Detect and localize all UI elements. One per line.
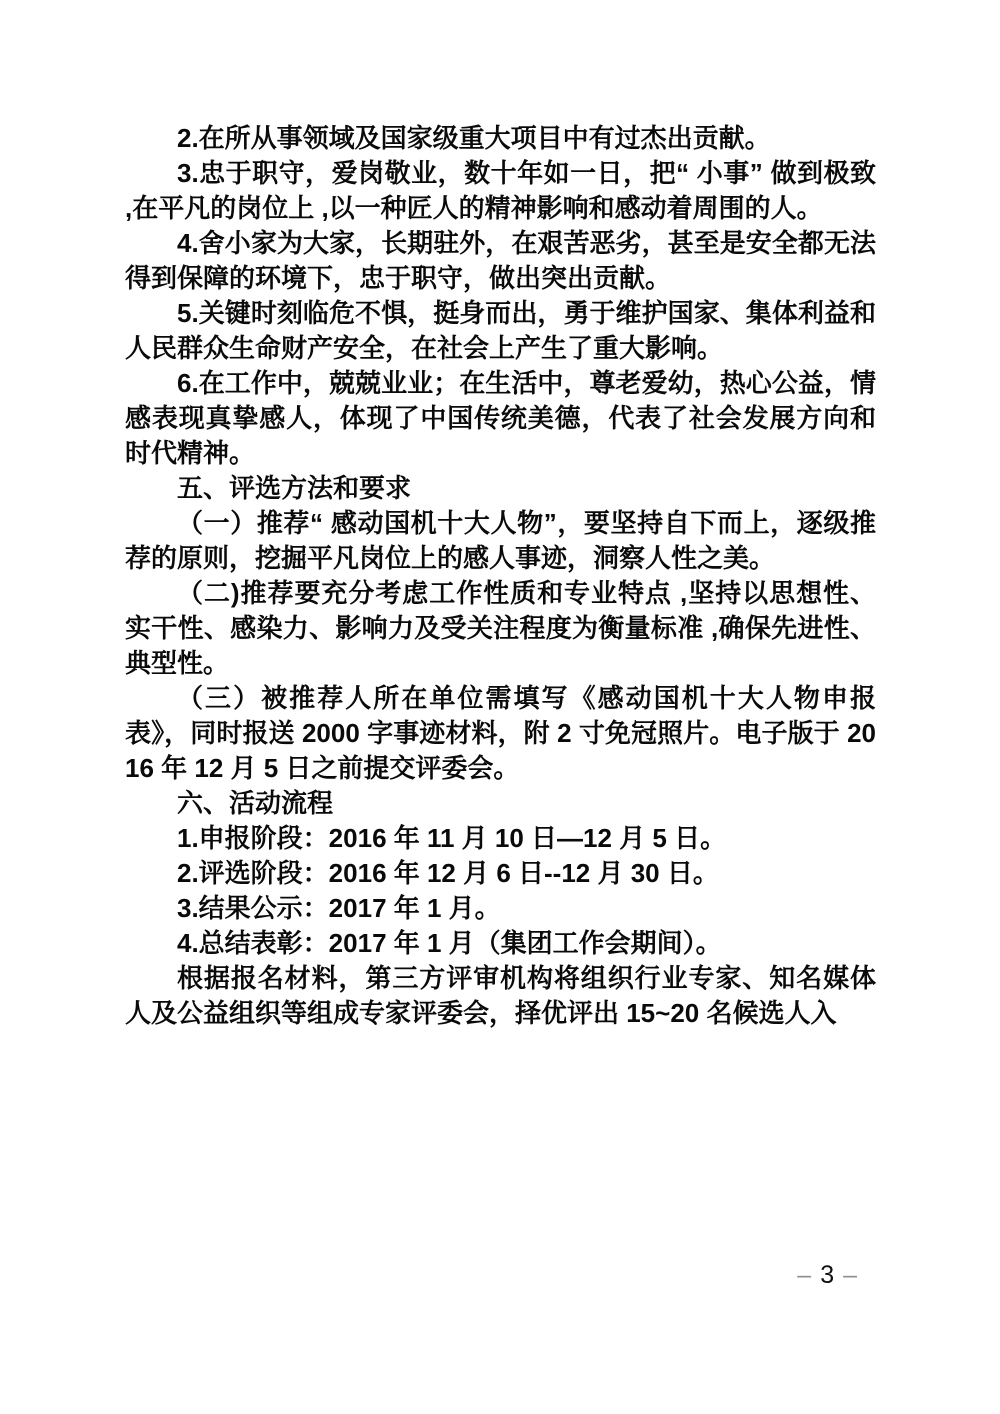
page-number-right-dash: – xyxy=(843,1261,857,1289)
section-heading-5-selection-method: 五、评选方法和要求 xyxy=(177,473,412,503)
closing-paragraph: 根据报名材料，第三方评审机构将组织行业专家、知名媒体人及公益组织等组成专家评委会，择优评出 15~20 名候选人入 xyxy=(125,963,876,1028)
criteria-item-2: 2.在所从事领域及国家级重大项目中有过杰出贡献。 xyxy=(177,123,771,153)
criteria-item-3: 3.忠于职守，爱岗敬业，数十年如一日，把“ 小事” 做到极致 ,在平凡的岗位上 ,以一种匠人的精神影响和感动着周围的人。 xyxy=(125,158,876,223)
section-heading-6-activity-flow: 六、活动流程 xyxy=(177,788,334,818)
flow-step-2-selection: 2.评选阶段：2016 年 12 月 6 日--12 月 30 日。 xyxy=(177,858,719,888)
criteria-item-4: 4.舍小家为大家，长期驻外，在艰苦恶劣，甚至是安全都无法得到保障的环境下，忠于职守，做出突出贡献。 xyxy=(125,228,876,293)
flow-step-3-publicity: 3.结果公示：2017 年 1 月。 xyxy=(177,893,501,923)
method-item-3: （三）被推荐人所在单位需填写《感动国机十大人物申报表》，同时报送 2000 字事迹材料，附 2 寸免冠照片。电子版于 2016 年 12 月 5 日之前提交评委会。 xyxy=(125,683,876,783)
criteria-item-6: 6.在工作中，兢兢业业；在生活中，尊老爱幼，热心公益，情感表现真挚感人，体现了中国传统美德，代表了社会发展方向和时代精神。 xyxy=(125,368,876,468)
criteria-item-5: 5.关键时刻临危不惧，挺身而出，勇于维护国家、集体利益和人民群众生命财产安全，在社会上产生了重大影响。 xyxy=(125,298,876,363)
flow-step-4-commendation: 4.总结表彰：2017 年 1 月（集团工作会期间）。 xyxy=(177,928,722,958)
method-item-1: （一）推荐“ 感动国机十大人物”，要坚持自下而上，逐级推荐的原则，挖掘平凡岗位上的感人事迹，洞察人性之美。 xyxy=(125,508,876,573)
page-number-value: 3 xyxy=(820,1261,835,1289)
method-item-2: （二)推荐要充分考虑工作性质和专业特点 ,坚持以思想性、实干性、感染力、影响力及受关注程度为衡量标准 ,确保先进性、典型性。 xyxy=(125,578,876,678)
flow-step-1-application: 1.申报阶段：2016 年 11 月 10 日—12 月 5 日。 xyxy=(177,823,727,853)
page-number-left-dash: – xyxy=(797,1261,812,1289)
page-number xyxy=(788,1260,866,1290)
